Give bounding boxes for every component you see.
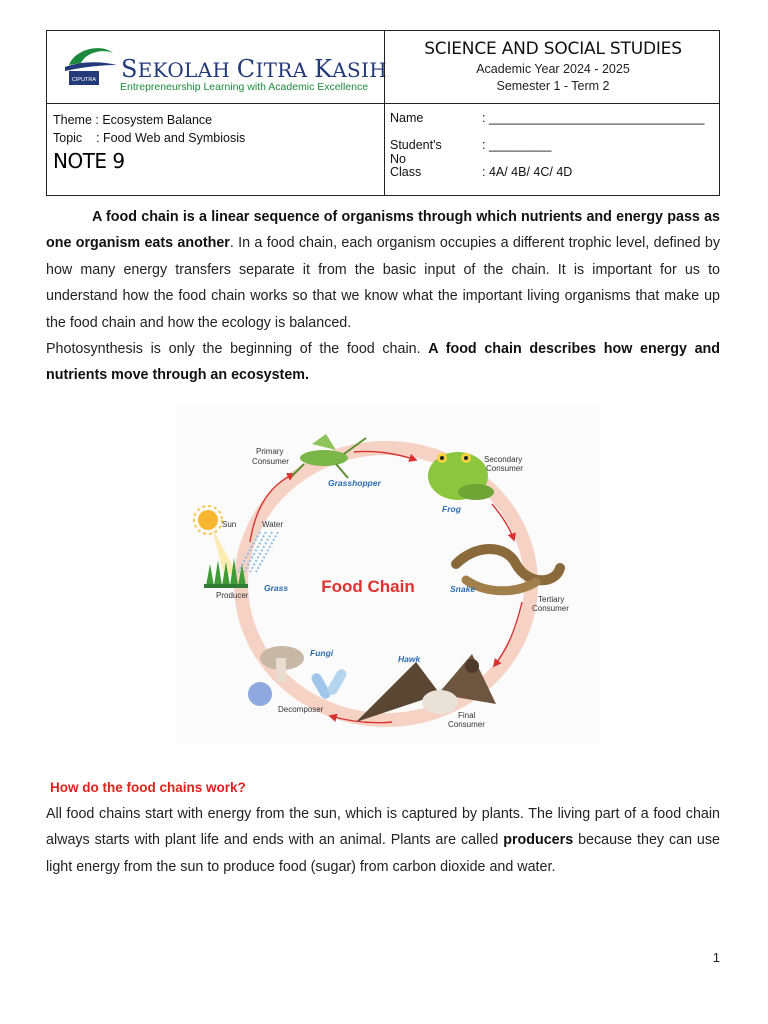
photosynthesis-text: Photosynthesis is only the beginning of the food chain. bbox=[46, 341, 429, 358]
producer-label: Producer bbox=[216, 591, 249, 600]
photosynthesis-bold: A food chain describes how energy and nutrients move through an ecosystem. bbox=[46, 341, 721, 384]
name-field[interactable]: : _______________________________ bbox=[482, 111, 705, 125]
tertiary-consumer-label-2: Consumer bbox=[532, 604, 569, 613]
semester: Semester 1 - Term 2 bbox=[496, 79, 610, 93]
student-no-field[interactable]: : _________ bbox=[482, 138, 552, 152]
note-label: NOTE 9 bbox=[53, 149, 125, 173]
snake-label: Snake bbox=[450, 584, 476, 594]
producers-bold: producers bbox=[503, 832, 574, 849]
fungi-label: Fungi bbox=[310, 648, 334, 658]
water-label: Water bbox=[262, 520, 284, 529]
figure-title: Food Chain bbox=[321, 577, 415, 596]
hawk-label: Hawk bbox=[398, 654, 421, 664]
intro-text: . In a food chain, each organism occupies a different trophic level, defined by how many energy transfers separate it from the basic input of the chain. It is important for us to understand how the food chain works so that we know what the important living organisms that make up the food chain and how the ecology is balanced. bbox=[46, 235, 720, 331]
secondary-consumer-label-2: Consumer bbox=[486, 464, 523, 473]
intro-bold-definition: A food chain is a linear sequence of organisms through which nutrients and energy pass as one organism eats another bbox=[46, 209, 720, 252]
grass-label: Grass bbox=[264, 583, 289, 593]
tertiary-consumer-label-1: Tertiary bbox=[538, 595, 565, 604]
decomposer-label: Decomposer bbox=[278, 705, 324, 714]
school-tagline: Entrepreneurship Learning with Academic Excellence bbox=[120, 81, 369, 93]
name-label: Name bbox=[390, 111, 424, 125]
theme-topic-block bbox=[53, 111, 245, 147]
grasshopper-label: Grasshopper bbox=[328, 478, 381, 488]
sun-label: Sun bbox=[222, 520, 237, 529]
subject-title: SCIENCE AND SOCIAL STUDIES bbox=[424, 39, 682, 59]
food-chain-diagram bbox=[176, 404, 600, 744]
section-paragraph bbox=[46, 801, 720, 880]
final-consumer-label-2: Consumer bbox=[448, 720, 485, 729]
theme-line: Theme : Ecosystem Balance bbox=[53, 113, 213, 127]
class-label: Class bbox=[390, 165, 422, 179]
final-consumer-label-1: Final bbox=[458, 711, 476, 720]
academic-year: Academic Year 2024 - 2025 bbox=[476, 62, 630, 76]
secondary-consumer-label-1: Secondary bbox=[484, 455, 523, 464]
section-text-1: All food chains start with energy from the sun, which is captured by plants. The living part of a food chain always starts with plant life and ends with an animal. Plants are called bbox=[46, 806, 720, 849]
school-logo-mark-icon bbox=[61, 43, 119, 91]
frog-label: Frog bbox=[442, 504, 461, 514]
header-table bbox=[46, 30, 720, 196]
student-no-label: Student's No bbox=[390, 138, 442, 166]
primary-consumer-label-2: Consumer bbox=[252, 457, 289, 466]
class-value: : 4A/ 4B/ 4C/ 4D bbox=[482, 165, 573, 179]
header-divider-horizontal bbox=[47, 103, 719, 104]
primary-consumer-label-1: Primary bbox=[256, 447, 284, 456]
section-text-2: because they can use light energy from the sun to produce food (sugar) from carbon dioxide and water. bbox=[46, 832, 720, 875]
page-number: 1 bbox=[712, 950, 720, 965]
svg-text:CIPUTRA: CIPUTRA bbox=[71, 77, 97, 83]
subject-block bbox=[385, 39, 721, 93]
topic-line: Topic : Food Web and Symbiosis bbox=[53, 131, 246, 145]
school-logo bbox=[61, 41, 387, 97]
school-name: SEKOLAH CITRA KASIH bbox=[121, 55, 387, 83]
intro-paragraph bbox=[46, 204, 720, 389]
section-heading: How do the food chains work? bbox=[50, 780, 246, 795]
